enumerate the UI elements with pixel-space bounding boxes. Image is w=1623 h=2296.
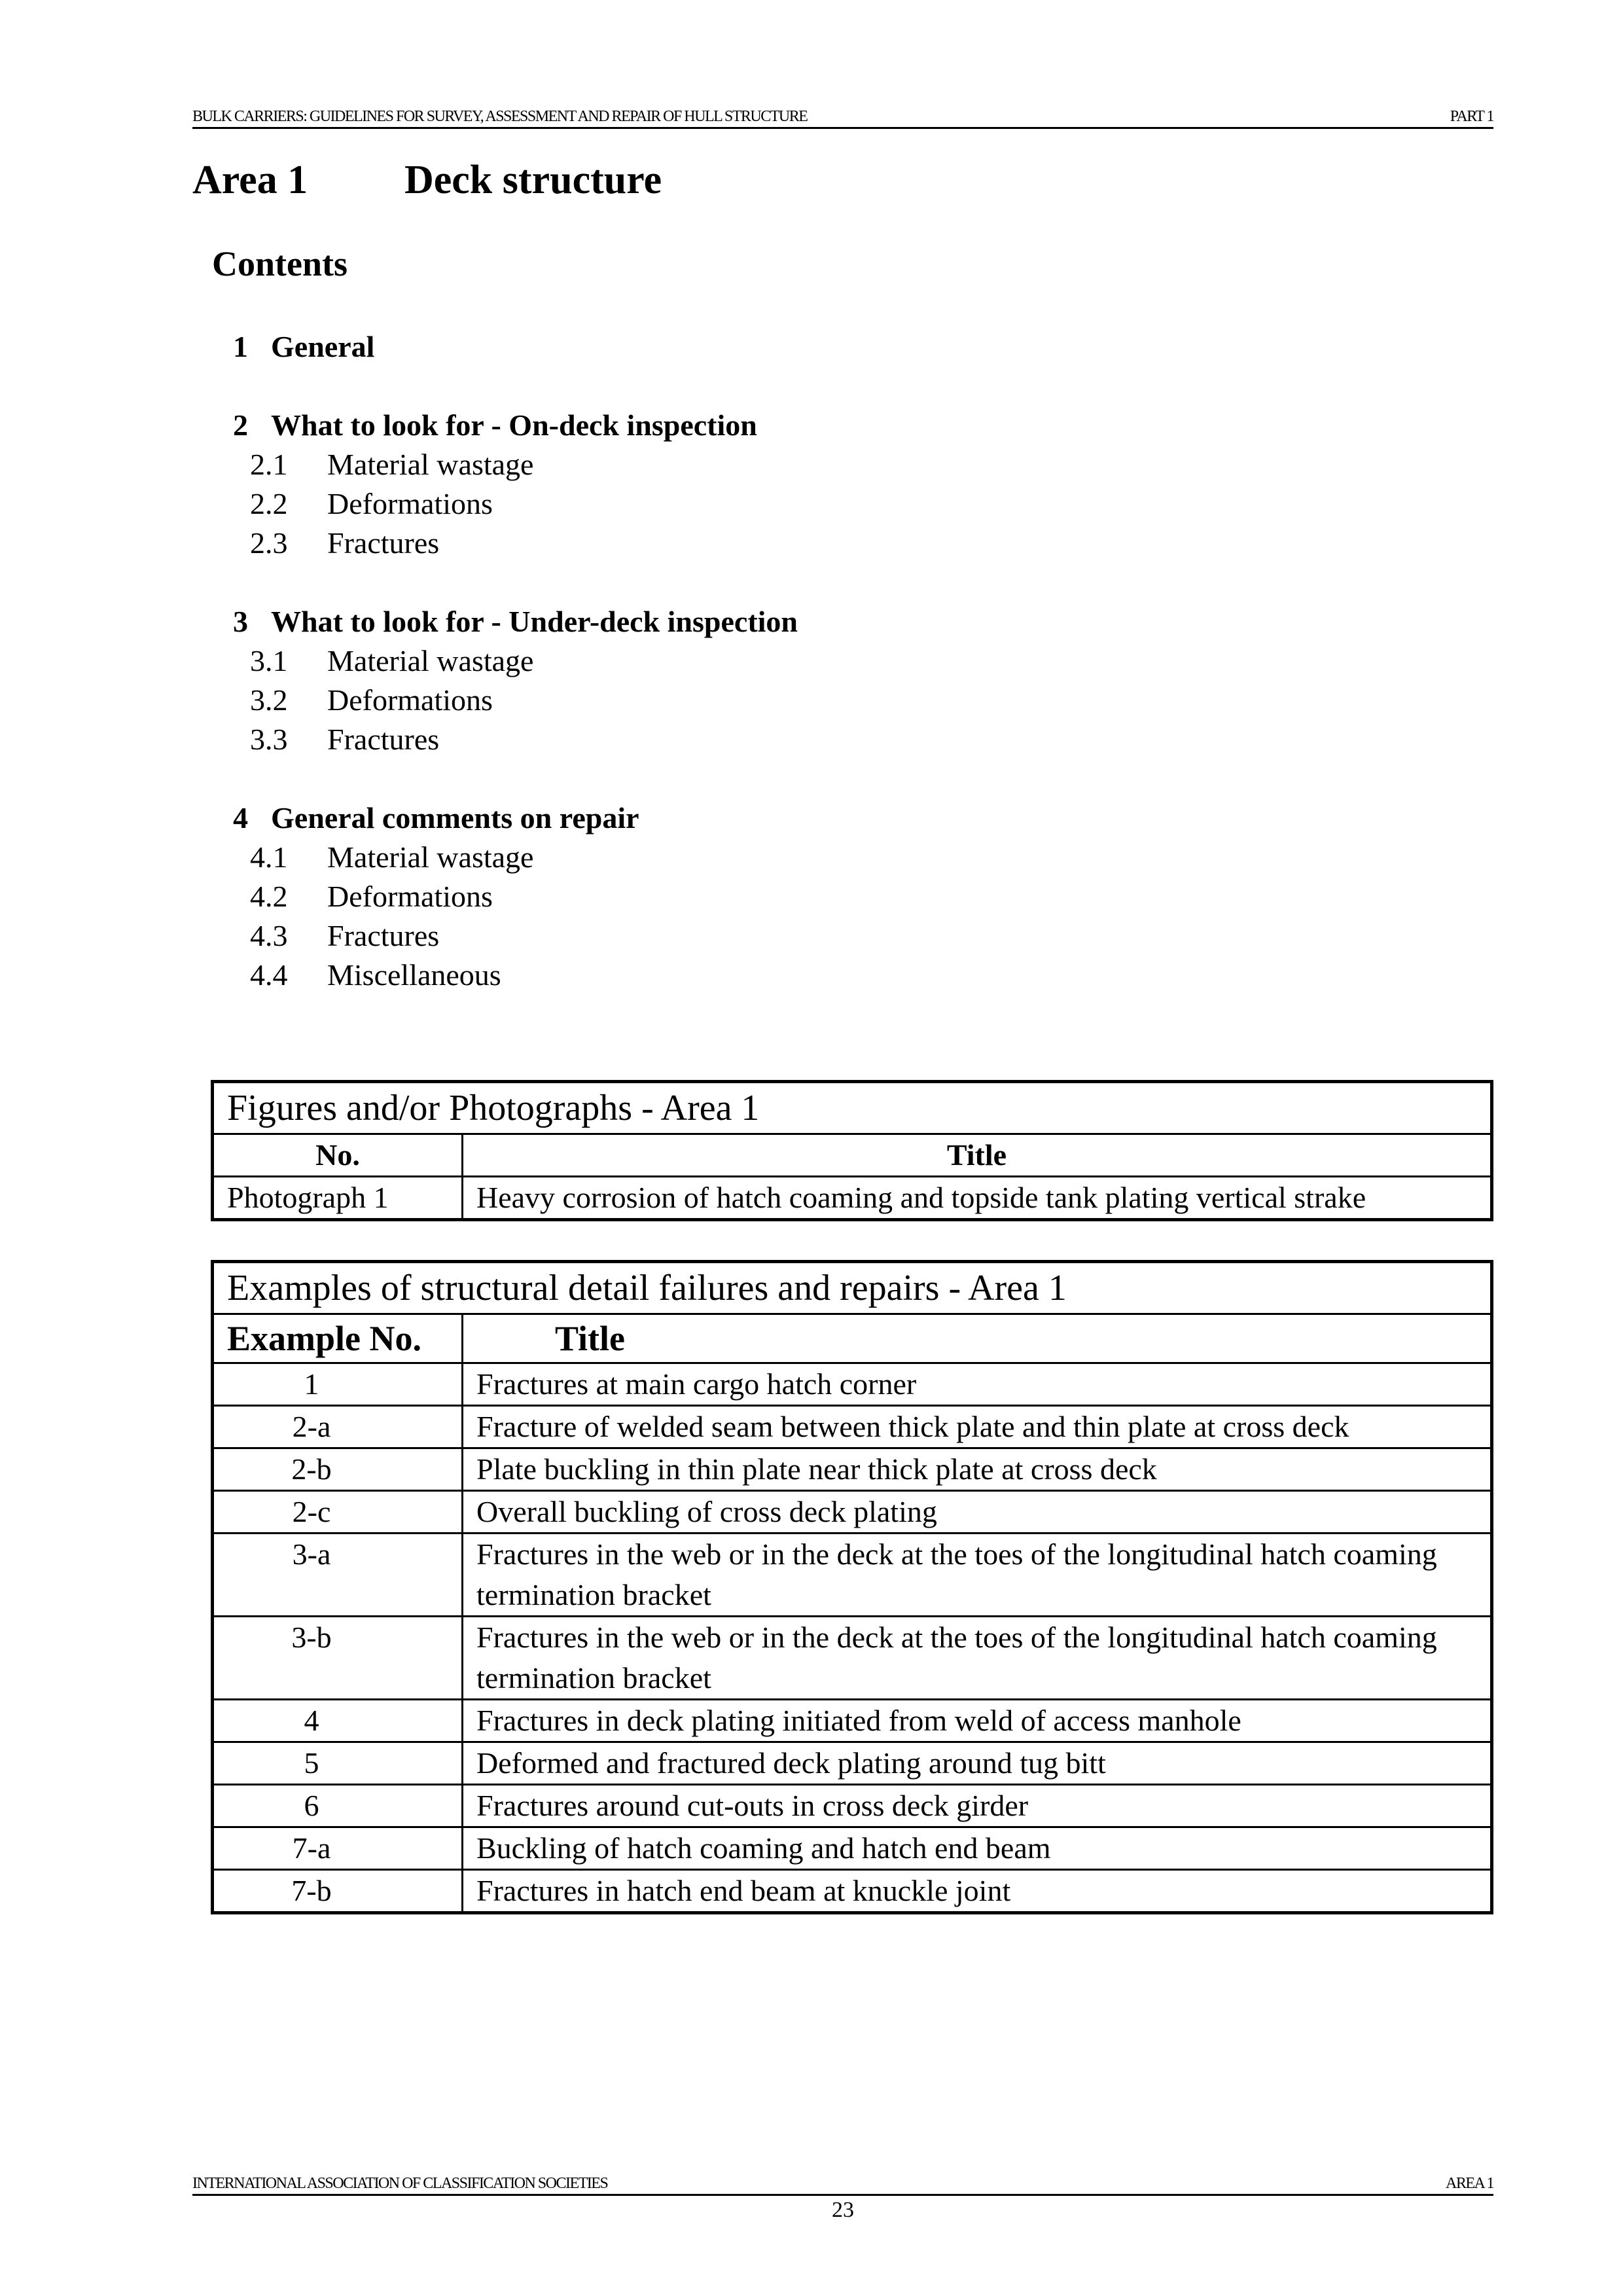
page-header xyxy=(192,103,1493,129)
example-number: 2-c xyxy=(213,1491,463,1534)
table-row[interactable] xyxy=(213,1870,1492,1913)
table-row[interactable] xyxy=(213,1363,1492,1406)
footer-organization: INTERNATIONAL ASSOCIATION OF CLASSIFICATION SOCIETIES xyxy=(192,2175,608,2192)
toc-section-title: What to look for - Under-deck inspection xyxy=(271,605,798,638)
examples-table-caption: Examples of structural detail failures and repairs - Area 1 xyxy=(213,1262,1492,1314)
table-row[interactable] xyxy=(213,1448,1492,1491)
toc-subsection-number: 2.2 xyxy=(250,487,288,520)
toc-subsection[interactable] xyxy=(233,916,1346,956)
toc-subsection[interactable] xyxy=(233,838,1346,877)
area-number: Area 1 xyxy=(192,158,308,202)
toc-section xyxy=(233,602,1346,759)
example-title: Fractures around cut-outs in cross deck girder xyxy=(463,1785,1492,1827)
toc-subsection-number: 2.3 xyxy=(250,526,288,560)
example-number: 3-a xyxy=(213,1534,463,1617)
toc-subsection-title: Fractures xyxy=(327,723,440,756)
toc-subsection[interactable] xyxy=(233,641,1346,681)
table-row[interactable] xyxy=(213,1491,1492,1534)
toc-subsection-number: 3.1 xyxy=(250,644,288,677)
toc-subsection[interactable] xyxy=(233,681,1346,720)
example-title: Fractures at main cargo hatch corner xyxy=(463,1363,1492,1406)
figure-number: Photograph 1 xyxy=(213,1177,463,1220)
toc-subsection-number: 4.3 xyxy=(250,919,288,952)
contents-heading: Contents xyxy=(212,244,348,283)
figures-table xyxy=(211,1080,1493,1221)
toc-subsection-title: Deformations xyxy=(327,487,493,520)
toc-subsection-number: 4.1 xyxy=(250,840,288,874)
examples-table xyxy=(211,1260,1493,1914)
table-row[interactable] xyxy=(213,1700,1492,1742)
table-row[interactable] xyxy=(213,1617,1492,1700)
toc-section-title: General comments on repair xyxy=(271,801,639,834)
toc-section-title: What to look for - On-deck inspection xyxy=(271,408,757,442)
examples-col-title-header: Title xyxy=(463,1314,1492,1363)
toc-subsection-number: 4.4 xyxy=(250,958,288,992)
page-number: 23 xyxy=(832,2198,854,2222)
page-footer xyxy=(192,2170,1493,2196)
example-title: Fractures in the web or in the deck at the toes of the longitudinal hatch coaming termination bracket xyxy=(463,1534,1492,1617)
header-part-label: PART 1 xyxy=(1450,108,1493,125)
example-number: 2-a xyxy=(213,1406,463,1448)
toc-subsection-title: Deformations xyxy=(327,683,493,717)
figure-title: Heavy corrosion of hatch coaming and topside tank plating vertical strake xyxy=(463,1177,1492,1220)
example-title: Fractures in the web or in the deck at the toes of the longitudinal hatch coaming termination bracket xyxy=(463,1617,1492,1700)
example-number: 5 xyxy=(213,1742,463,1785)
examples-col-no-header: Example No. xyxy=(213,1314,463,1363)
toc-subsection[interactable] xyxy=(233,524,1346,563)
example-number: 1 xyxy=(213,1363,463,1406)
table-row[interactable] xyxy=(213,1177,1492,1220)
toc-subsection-title: Material wastage xyxy=(327,644,534,677)
toc-subsection-title: Material wastage xyxy=(327,448,534,481)
example-number: 4 xyxy=(213,1700,463,1742)
figures-col-no-header: No. xyxy=(213,1134,463,1177)
toc-subsection-number: 2.1 xyxy=(250,448,288,481)
toc-section-heading[interactable] xyxy=(233,798,1346,838)
toc-section-heading[interactable] xyxy=(233,602,1346,641)
table-row[interactable] xyxy=(213,1827,1492,1870)
example-title: Fractures in deck plating initiated from weld of access manhole xyxy=(463,1700,1492,1742)
toc-subsection-title: Fractures xyxy=(327,526,440,560)
table-row[interactable] xyxy=(213,1406,1492,1448)
example-title: Fractures in hatch end beam at knuckle joint xyxy=(463,1870,1492,1913)
toc-subsection[interactable] xyxy=(233,877,1346,916)
toc-subsection[interactable] xyxy=(233,720,1346,759)
page-title xyxy=(192,157,662,204)
toc-section-number: 3 xyxy=(233,605,248,638)
example-title: Deformed and fractured deck plating around tug bitt xyxy=(463,1742,1492,1785)
toc-subsection[interactable] xyxy=(233,445,1346,484)
table-row[interactable] xyxy=(213,1785,1492,1827)
example-number: 2-b xyxy=(213,1448,463,1491)
table-row[interactable] xyxy=(213,1742,1492,1785)
table-of-contents xyxy=(233,327,1346,1034)
toc-subsection-title: Material wastage xyxy=(327,840,534,874)
table-row[interactable] xyxy=(213,1534,1492,1617)
toc-subsection-title: Deformations xyxy=(327,880,493,913)
toc-section-number: 1 xyxy=(233,330,248,363)
example-title: Fracture of welded seam between thick plate and thin plate at cross deck xyxy=(463,1406,1492,1448)
toc-subsection-title: Miscellaneous xyxy=(327,958,501,992)
toc-subsection-title: Fractures xyxy=(327,919,440,952)
toc-section-title: General xyxy=(271,330,375,363)
toc-section xyxy=(233,406,1346,563)
toc-subsection-number: 3.3 xyxy=(250,723,288,756)
example-number: 3-b xyxy=(213,1617,463,1700)
toc-section-number: 2 xyxy=(233,408,248,442)
footer-area-label: AREA 1 xyxy=(1445,2175,1493,2192)
example-number: 6 xyxy=(213,1785,463,1827)
toc-section-number: 4 xyxy=(233,801,248,834)
toc-section-heading[interactable] xyxy=(233,327,1346,367)
example-number: 7-a xyxy=(213,1827,463,1870)
toc-section xyxy=(233,798,1346,995)
toc-subsection[interactable] xyxy=(233,956,1346,995)
example-number: 7-b xyxy=(213,1870,463,1913)
example-title: Overall buckling of cross deck plating xyxy=(463,1491,1492,1534)
figures-col-title-header: Title xyxy=(463,1134,1492,1177)
toc-section-heading[interactable] xyxy=(233,406,1346,445)
example-title: Buckling of hatch coaming and hatch end beam xyxy=(463,1827,1492,1870)
toc-section xyxy=(233,327,1346,367)
figures-table-caption: Figures and/or Photographs - Area 1 xyxy=(213,1082,1492,1134)
toc-subsection-number: 3.2 xyxy=(250,683,288,717)
header-document-title: BULK CARRIERS: GUIDELINES FOR SURVEY, ASSESSMENT AND REPAIR OF HULL STRUCTURE xyxy=(192,108,808,125)
toc-subsection[interactable] xyxy=(233,484,1346,524)
area-name: Deck structure xyxy=(404,158,662,202)
toc-subsection-number: 4.2 xyxy=(250,880,288,913)
example-title: Plate buckling in thin plate near thick plate at cross deck xyxy=(463,1448,1492,1491)
